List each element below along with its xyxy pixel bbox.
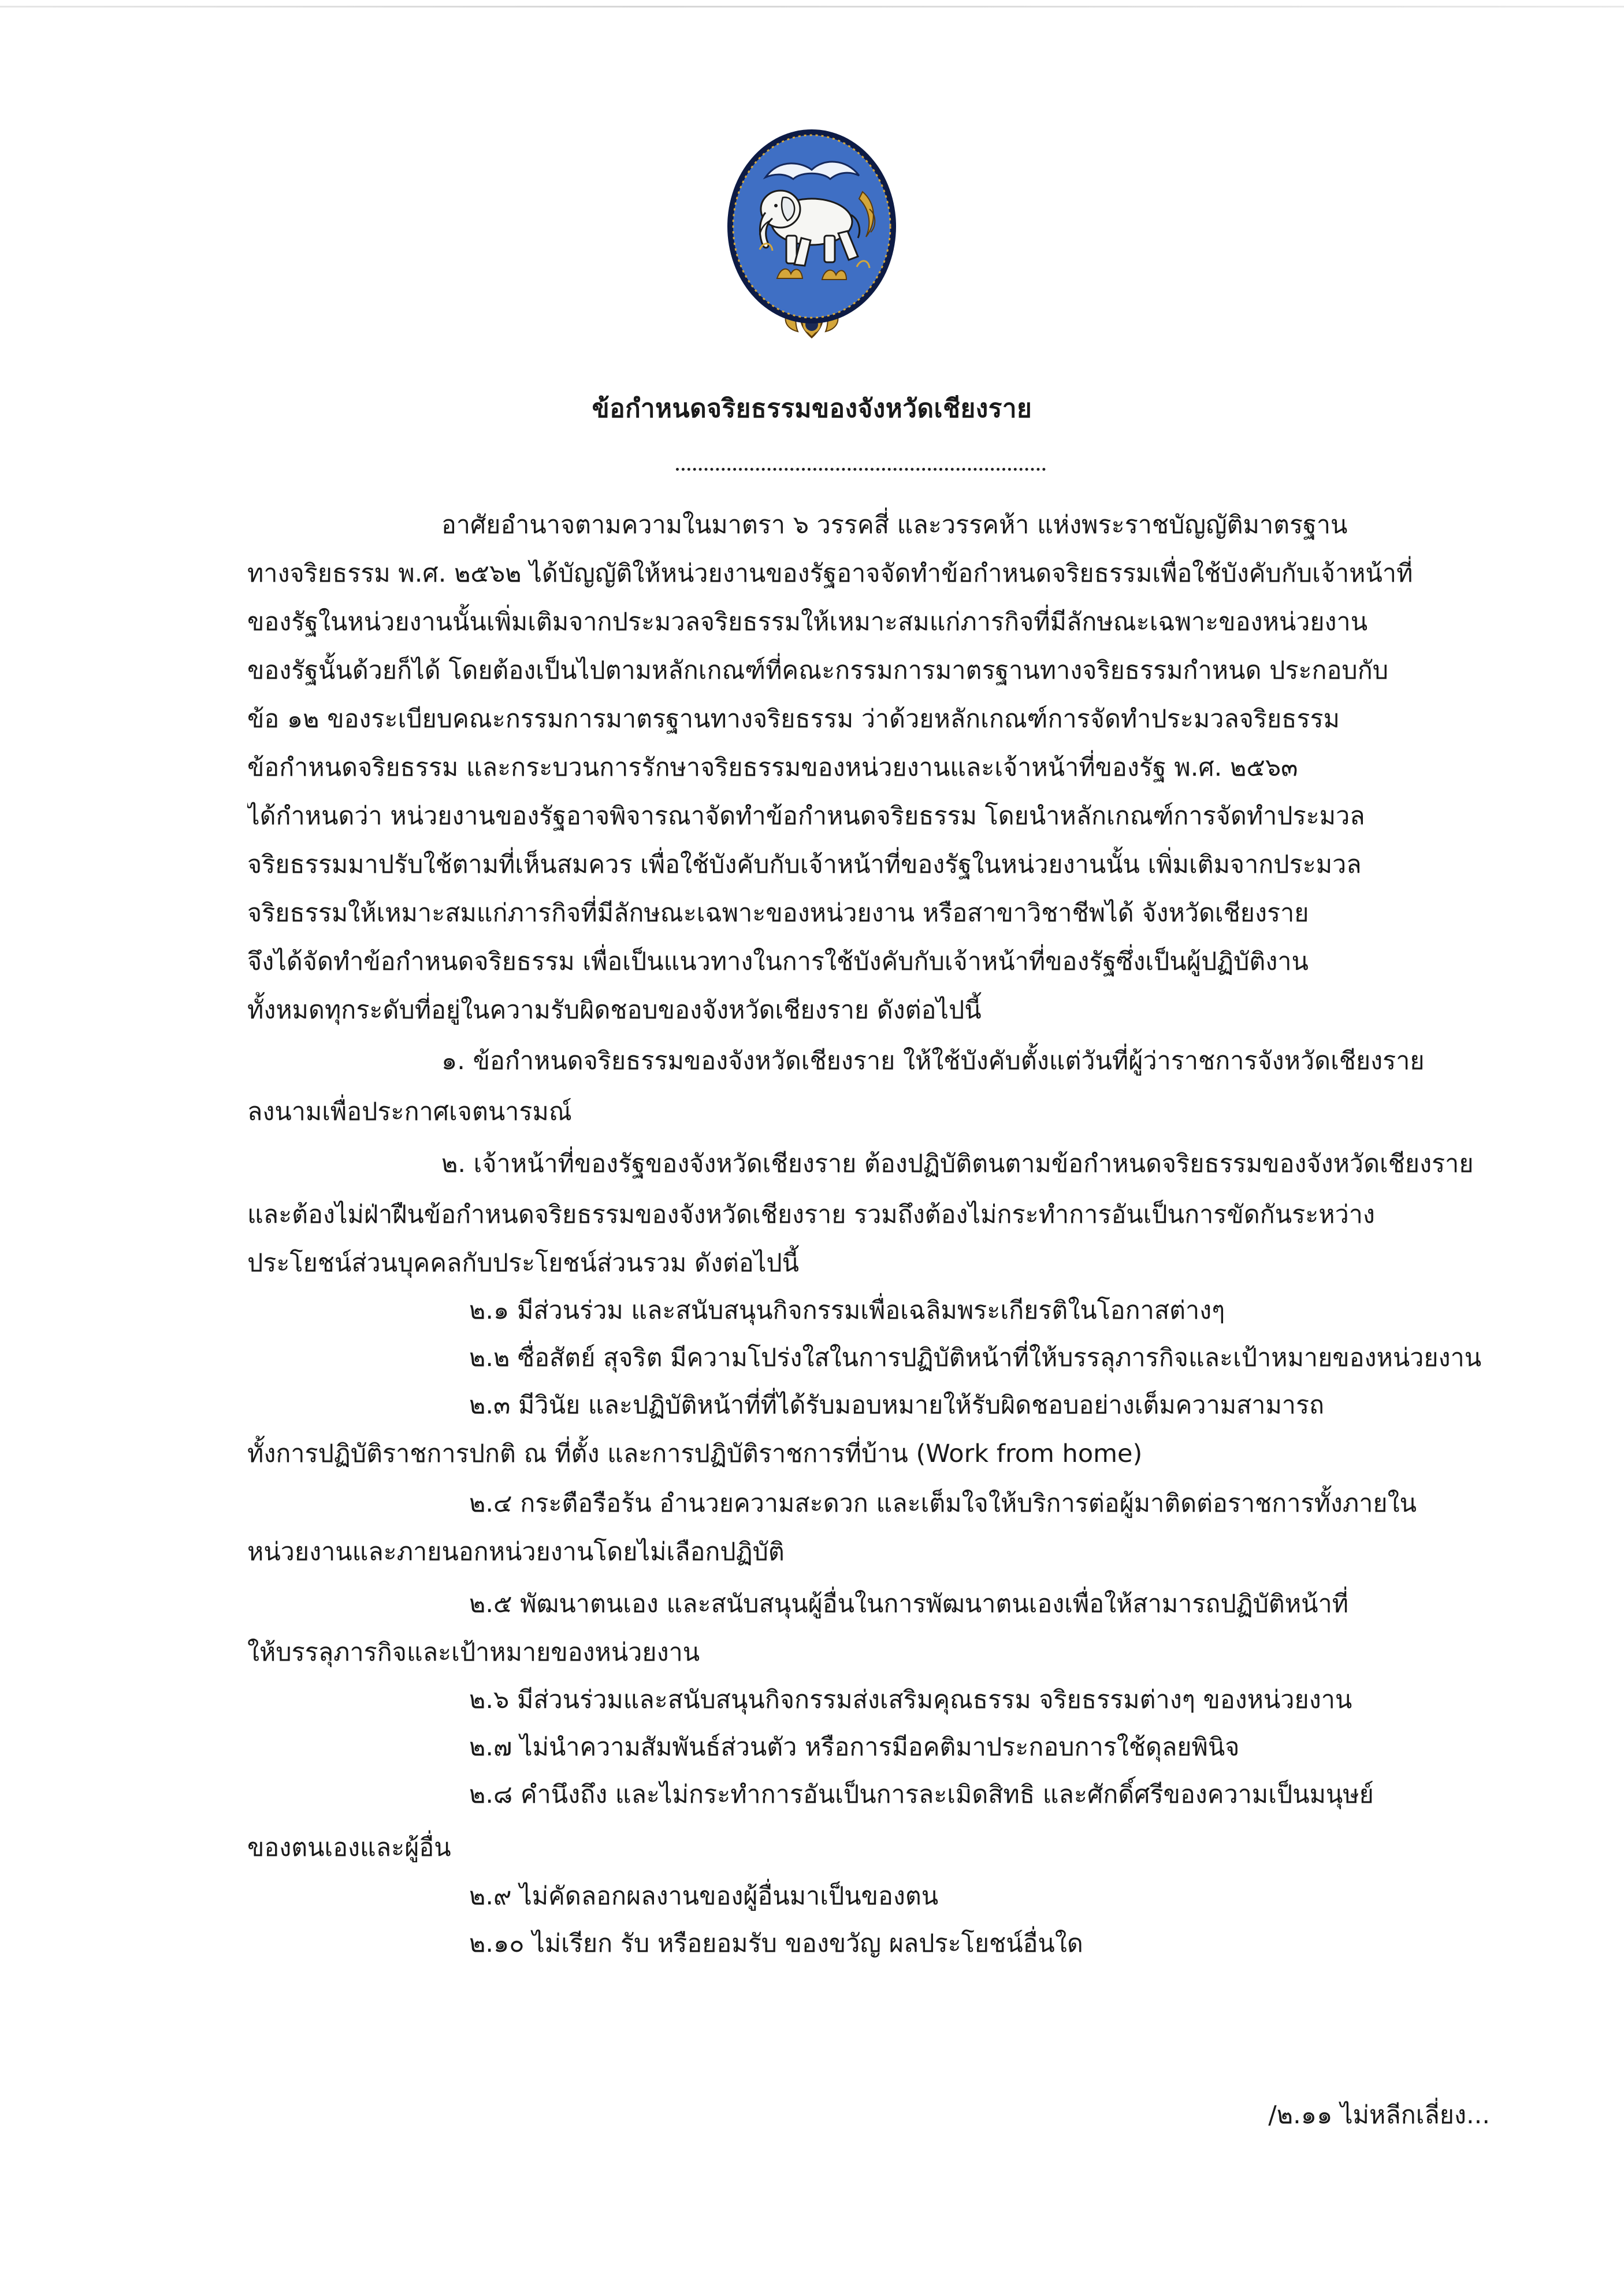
intro-line: อาศัยอำนาจตามความในมาตรา ๖ วรรคสี่ และวรรคห้า แห่งพระราชบัญญัติมาตรฐาน xyxy=(441,511,1348,539)
intro-line: จึงได้จัดทำข้อกำหนดจริยธรรม เพื่อเป็นแนวทางในการใช้บังคับกับเจ้าหน้าที่ของรัฐซึ่งเป็นผู้ปฏิบัติงาน xyxy=(247,947,1309,976)
item-2-8-cont: ของตนเองและผู้อื่น xyxy=(247,1833,451,1862)
item-2-7: ๒.๗ ไม่นำความสัมพันธ์ส่วนตัว หรือการมีอคติมาประกอบการใช้ดุลยพินิจ xyxy=(469,1733,1240,1762)
intro-line: ของรัฐในหน่วยงานนั้นเพิ่มเติมจากประมวลจริยธรรมให้เหมาะสมแก่ภารกิจที่มีลักษณะเฉพาะของหน่วยงาน xyxy=(247,608,1368,637)
item-2-2: ๒.๒ ซื่อสัตย์ สุจริต มีความโปร่งใสในการปฏิบัติหน้าที่ให้บรรลุภารกิจและเป้าหมายของหน่วยงาน xyxy=(469,1344,1482,1372)
item-2-3-cont: ทั้งการปฏิบัติราชการปกติ ณ ที่ตั้ง และการปฏิบัติราชการที่บ้าน (Work from home) xyxy=(247,1439,1143,1468)
intro-line: ข้อ ๑๒ ของระเบียบคณะกรรมการมาตรฐานทางจริยธรรม ว่าด้วยหลักเกณฑ์การจัดทำประมวลจริยธรรม xyxy=(247,705,1340,734)
item-2-8: ๒.๘ คำนึงถึง และไม่กระทำการอันเป็นการละเมิดสิทธิ และศักดิ์ศรีของความเป็นมนุษย์ xyxy=(469,1780,1374,1809)
scan-edge-line xyxy=(0,6,1624,8)
intro-line: จริยธรรมมาปรับใช้ตามที่เห็นสมควร เพื่อใช้บังคับกับเจ้าหน้าที่ของรัฐในหน่วยงานนั้น เพิ่มเติมจากประมวล xyxy=(247,850,1362,879)
intro-line: จริยธรรมให้เหมาะสมแก่ภารกิจที่มีลักษณะเฉพาะของหน่วยงาน หรือสาขาวิชาชีพได้ จังหวัดเชียงราย xyxy=(247,899,1309,928)
intro-line: ของรัฐนั้นด้วยก็ได้ โดยต้องเป็นไปตามหลักเกณฑ์ที่คณะกรรมการมาตรฐานทางจริยธรรมกำหนด ประกอบกับ xyxy=(247,656,1389,685)
intro-line: ได้กำหนดว่า หน่วยงานของรัฐอาจพิจารณาจัดทำข้อกำหนดจริยธรรม โดยนำหลักเกณฑ์การจัดทำประมวล xyxy=(247,802,1365,831)
title-dotted-rule xyxy=(676,468,1046,471)
clause-2-line: ประโยชน์ส่วนบุคคลกับประโยชน์ส่วนรวม ดังต่อไปนี้ xyxy=(247,1249,800,1278)
intro-line: ทางจริยธรรม พ.ศ. ๒๕๖๒ ได้บัญญัติให้หน่วยงานของรัฐอาจจัดทำข้อกำหนดจริยธรรมเพื่อใช้บังคับกับเจ้าหน้าที่ xyxy=(247,559,1413,588)
intro-line: ทั้งหมดทุกระดับที่อยู่ในความรับผิดชอบของจังหวัดเชียงราย ดังต่อไปนี้ xyxy=(247,996,982,1025)
item-2-5: ๒.๕ พัฒนาตนเอง และสนับสนุนผู้อื่นในการพัฒนาตนเองเพื่อให้สามารถปฏิบัติหน้าที่ xyxy=(469,1590,1349,1618)
item-2-6: ๒.๖ มีส่วนร่วมและสนับสนุนกิจกรรมส่งเสริมคุณธรรม จริยธรรมต่างๆ ของหน่วยงาน xyxy=(469,1685,1352,1714)
clause-1-line: ๑. ข้อกำหนดจริยธรรมของจังหวัดเชียงราย ให้ใช้บังคับตั้งแต่วันที่ผู้ว่าราชการจังหวัดเชียงราย xyxy=(441,1047,1425,1076)
item-2-1: ๒.๑ มีส่วนร่วม และสนับสนุนกิจกรรมเพื่อเฉลิมพระเกียรติในโอกาสต่างๆ xyxy=(469,1296,1225,1325)
item-2-4: ๒.๔ กระตือรือร้น อำนวยความสะดวก และเต็มใจให้บริการต่อผู้มาติดต่อราชการทั้งภายใน xyxy=(469,1489,1417,1518)
item-2-10: ๒.๑๐ ไม่เรียก รับ หรือยอมรับ ของขวัญ ผลประโยชน์อื่นใด xyxy=(469,1929,1083,1958)
chiang-rai-provincial-seal-icon xyxy=(725,122,898,353)
item-2-4-cont: หน่วยงานและภายนอกหน่วยงานโดยไม่เลือกปฏิบัติ xyxy=(247,1538,785,1566)
clause-1-line: ลงนามเพื่อประกาศเจตนารมณ์ xyxy=(247,1097,572,1126)
continuation-marker: /๒.๑๑ ไม่หลีกเลี่ยง... xyxy=(1268,2101,1490,2130)
document-title: ข้อกำหนดจริยธรรมของจังหวัดเชียงราย xyxy=(592,394,1032,423)
item-2-9: ๒.๙ ไม่คัดลอกผลงานของผู้อื่นมาเป็นของตน xyxy=(469,1882,939,1911)
item-2-5-cont: ให้บรรลุภารกิจและเป้าหมายของหน่วยงาน xyxy=(247,1638,700,1667)
intro-line: ข้อกำหนดจริยธรรม และกระบวนการรักษาจริยธรรมของหน่วยงานและเจ้าหน้าที่ของรัฐ พ.ศ. ๒๕๖๓ xyxy=(247,753,1298,782)
clause-2-line: ๒. เจ้าหน้าที่ของรัฐของจังหวัดเชียงราย ต้องปฏิบัติตนตามข้อกำหนดจริยธรรมของจังหวัดเชียงราย xyxy=(441,1149,1474,1178)
clause-2-line: และต้องไม่ฝ่าฝืนข้อกำหนดจริยธรรมของจังหวัดเชียงราย รวมถึงต้องไม่กระทำการอันเป็นการขัดกันระหว่าง xyxy=(247,1200,1375,1229)
item-2-3: ๒.๓ มีวินัย และปฏิบัติหน้าที่ที่ได้รับมอบหมายให้รับผิดชอบอย่างเต็มความสามารถ xyxy=(469,1391,1325,1420)
